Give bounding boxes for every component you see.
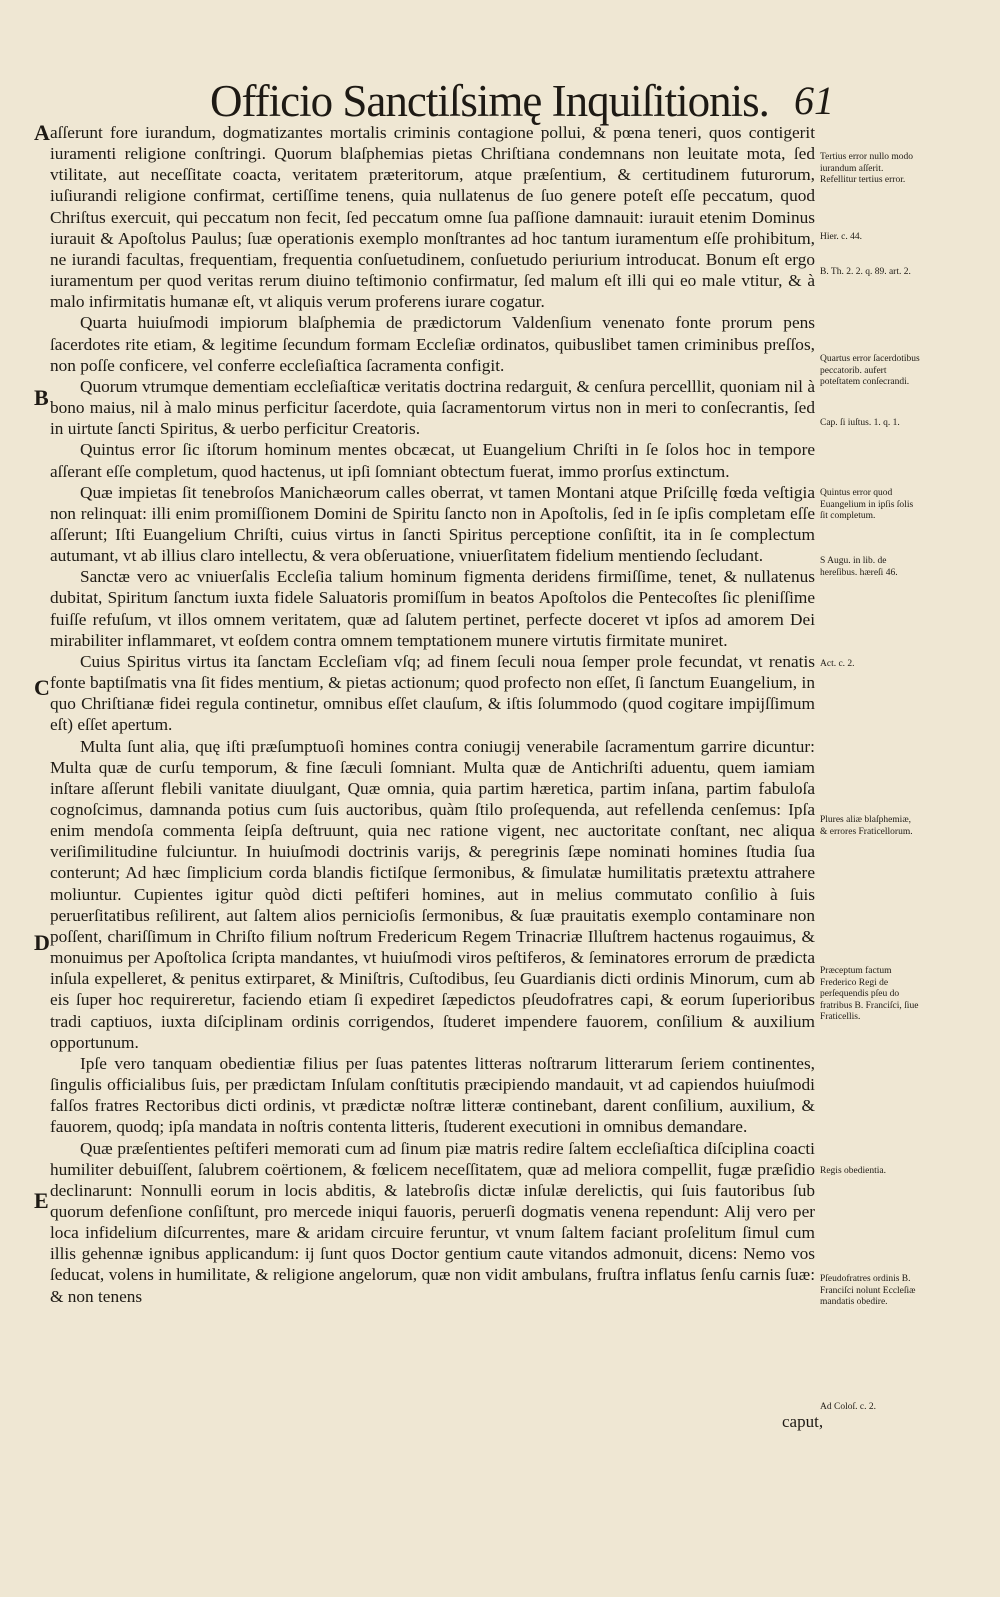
margin-note-13: Ad Coloſ. c. 2. [820,1402,876,1412]
margin-note-7: S Augu. in lib. de hereſibus. hæreſi 46. [820,556,898,578]
catchword: caput, [782,1412,824,1431]
margin-note-6: Quintus error quod Euangelium in ipſis ſolis ſit completum. [820,488,914,521]
page-number: 61 [794,78,834,123]
section-letter-c: C [34,675,50,700]
margin-note-4: Quartus error ſacerdotibus peccatorib. aufert poteſtatem conſecrandi. [820,354,920,387]
margin-note-8: Act. c. 2. [820,659,855,669]
main-text [50,122,815,1307]
section-letter-b: B [34,385,49,410]
margin-note-9: Plures aliæ blaſphemiæ, & errores Fraticellorum. [820,815,913,837]
paragraph-4: Quintus error ſic iſtorum hominum mentes obcæcat, ut Euangelium Chriſti in ſe ſolos hoc in tempore aſſerant eſſe completum, quod hactenus, ut ipſi ſomniant obtectum fuerat, immo prorſus extinctum. [50,440,815,481]
section-letter-d: D [34,930,50,955]
section-letter-a: A [34,120,50,145]
paragraph-8: Multa ſunt alia, quę iſti præſumptuoſi homines contra coniugij venerabile ſacramentum garrire dicuntur: Multa quæ de curſu temporum, & fine ſæculi ſomniant. Multa quæ de Antichriſti aduentu, quem iamiam inſtare aſſerunt flebili vanitate diuulgant, Quæ omnia, quia partim hæretica, partim inſana, partim fabuloſa cognoſcimus, damnanda potius cum ſuis auctoribus, quàm ſtilo proſequenda, aut refellenda cenſemus: Ipſa enim mendoſa commenta ſeipſa deſtruunt, quia nec ratione vigent, nec auctoritate conſtant, nec aliqua veriſimilitudine fulciuntur. In huiuſmodi doctrinis varijs, & peregrinis ſæpe nominati homines ſtudia ſua conterunt; Ad hæc ſimplicium corda blandis fictiſque ſermonibus, & ſimulatæ humilitatis prætextu attrahere moliuntur. Cupientes igitur quòd dicti peſtiferi homines, aut in melius commutato conſilio à ſuis peruerſitatibus reſilirent, aut ſaltem alios pernicioſis ſermonibus, & ſuæ prauitatis exemplo contaminare non poſſent, chariſſimum in Chriſto filium noſtrum Fredericum Regem Trinacriæ Illuſtrem hactenus rogauimus, & monuimus per Apoſtolica ſcripta mandantes, vt huiuſmodi viros peſtiferos, & ſeminatores errorum de prædicta inſula expelleret, & penitus extirparet, & Miniſtris, Cuſtodibus, ſeu Guardianis dicti ordinis Minorum, cum ab eis ſuper hoc requireretur, faciendo etiam ſi expediret ſæpedictos pſeudofratres capi, & eorum ſuperioribus tradi captiuos, iuxta diſciplinam ordinis corrigendos, ſtuderet impendere fauorem, conſilium & auxilium opportunum. [50,736,815,1052]
paragraph-1: aſſerunt fore iurandum, dogmatizantes mortalis criminis contagione pollui, & pœna teneri, quos contigerit iuramenti religione conſtringi. Quorum blaſphemias pietas Chriſtiana condemnans non leuitate mota, ſed vtilitate, aut neceſſitate coacta, veritatem præteritorum, atque præſentium, & certitudinem futurorum, iuſiurandi religione confirmat, certiſſime tenens, quia nullatenus de ſuo genere poteſt eſſe peccatum, quod Chriſtus exercuit, qui peccatum non fecit, ſed peccatum omne ſua paſſione damnauit: iurauit etenim Dominus iurauit & Apoſtolus Paulus; ſuæ operationis exemplo monſtrantes ad hoc tantum iuramentum eſſe prohibitum, ne iurandi facultas, frequentiam, frequentia conſuetudinem, conſuetudo periurium introducat. Bonum eſt ergo iuramentum per quod veritas rerum diuino teſtimonio confirmatur, ſed malum eſt illi qui eo male vtitur, & à malo infirmitatis humanæ eſt, vt aliquis verum proferens iurare cogatur. [50,123,815,312]
paragraph-5: Quæ impietas ſit tenebroſos Manichæorum calles oberrat, vt tamen Montani atque Priſcillę fœda veſtigia non relinquat: illi enim promiſſionem Domini de Spiritu ſancto non in Apoſtolis, ſed in ſe ipſis completam eſſe aſſerunt; Iſti Euangelium Chriſti, cuius virtus in ſancti Spiritus perceptione conſiſtit, ita in ſe complectum autumant, vt ab illius claro intellectu, & vera obſeruatione, vniuerſitatem fidelium mentiendo ſecludant. [50,482,815,566]
paragraph-10: Quæ præſentientes peſtiferi memorati cum ad ſinum piæ matris redire ſaltem eccleſiaſtica diſciplina coacti humiliter debuiſſent, ſalubrem coërtionem, & fœlicem neceſſitatem, quæ ad meliora compellit, fugæ præſidio declinarunt: Nonnulli eorum in locis abditis, & latebroſis dictæ inſulæ derelictis, qui ſuis fautoribus ſub quorum defenſione conſiſtunt, pro mercede iniqui fauoris, peruerſi dogmatis venena rependunt: Alij vero per loca infidelium diſcurrentes, mare & aridam circuire feruntur, vt vnum ſaltem faciant proſelitum ſimul cum illis gehennæ ignibus applicandum: ij ſunt quos Doctor gentium caute vitandos admonuit, dicens: Nemo vos ſeducat, volens in humilitate, & religione angelorum, quæ non vidit ambulans, fruſtra inflatus ſenſu carnis ſuæ: & non tenens [50,1138,815,1306]
margin-note-2: Hier. c. 44. [820,232,862,242]
paragraph-3: Quorum vtrumque dementiam eccleſiaſticæ veritatis doctrina redarguit, & cenſura percelllit, quoniam nil à bono maius, nil à malo minus perficitur ſacerdote, quia ſacramentorum virtus non in meri to conſecrantis, ſed in uirtute ſancti Spiritus, & uerbo perficitur Creatoris. [50,376,815,439]
running-title: Officio Sanctiſsimę Inquiſitionis. [210,76,769,126]
margin-note-5: Cap. ſi iuſtus. 1. q. 1. [820,418,900,428]
margin-note-10: Præceptum factum Frederico Regi de perſequendis pſeu do fratribus B. Franciſci, ſiue Fraticellis. [820,966,919,1022]
section-letter-e: E [34,1188,49,1213]
margin-note-3: B. Th. 2. 2. q. 89. art. 2. [820,267,911,277]
margin-note-11: Regis obedientia. [820,1166,886,1176]
margin-note-1: Tertius error nullo modo iurandum aſſerit. Refellitur tertius error. [820,152,913,185]
margin-note-12: Pſeudofratres ordinis B. Franciſci nolunt Eccleſiæ mandatis obedire. [820,1274,916,1307]
paragraph-7: Cuius Spiritus virtus ita ſanctam Eccleſiam vſq; ad finem ſeculi noua ſemper prole fecundat, vt renatis fonte baptiſmatis vna ſit fides mentium, & pietas actionum; quod profecto non eſſet, ſi ſanctum Euangelium, in quo Chriſtianæ fidei regula continetur, omnibus eſſet clauſum, & iſtis ſolummodo (quod cogitare impijſſimum eſt) eſſet apertum. [50,651,815,735]
paragraph-2: Quarta huiuſmodi impiorum blaſphemia de prædictorum Valdenſium venenato fonte prorum pens ſacerdotes rite etiam, & legitime ſecundum formam Eccleſiæ ordinatos, quibuslibet tamen criminibus preſſos, non poſſe conficere, vel conferre eccleſiaſtica ſacramenta configit. [50,313,815,375]
paragraph-6: Sanctæ vero ac vniuerſalis Eccleſia talium hominum figmenta deridens firmiſſime, tenet, & nullatenus dubitat, Spiritum ſanctum iuxta fidele Saluatoris promiſſum in beatos Apoſtolos die Pentecoſtes ſic pleniſſime fuiſſe refuſum, vt illos omnem veritatem, quæ ad ſalutem pertinet, perfecte doceret vt ipſos ad amorem Dei mirabiliter inflammaret, vt eoſdem contra omnem temptationem munere virtutis firmitate muniret. [50,567,815,650]
paragraph-9: Ipſe vero tanquam obedientiæ filius per ſuas patentes litteras noſtrarum litterarum ſeriem continentes, ſingulis officialibus ſuis, per prædictam Inſulam conſtitutis præcipiendo mandauit, vt ad capiendos huiuſmodi falſos fratres Rectoribus dicti ordinis, vt prædictæ noſtræ litteræ continebant, darent conſilium, auxilium, & fauorem, quodq; ipſa mandata in noſtris contenta litteris, ſtuderent executioni in omnibus demandare. [50,1053,815,1137]
